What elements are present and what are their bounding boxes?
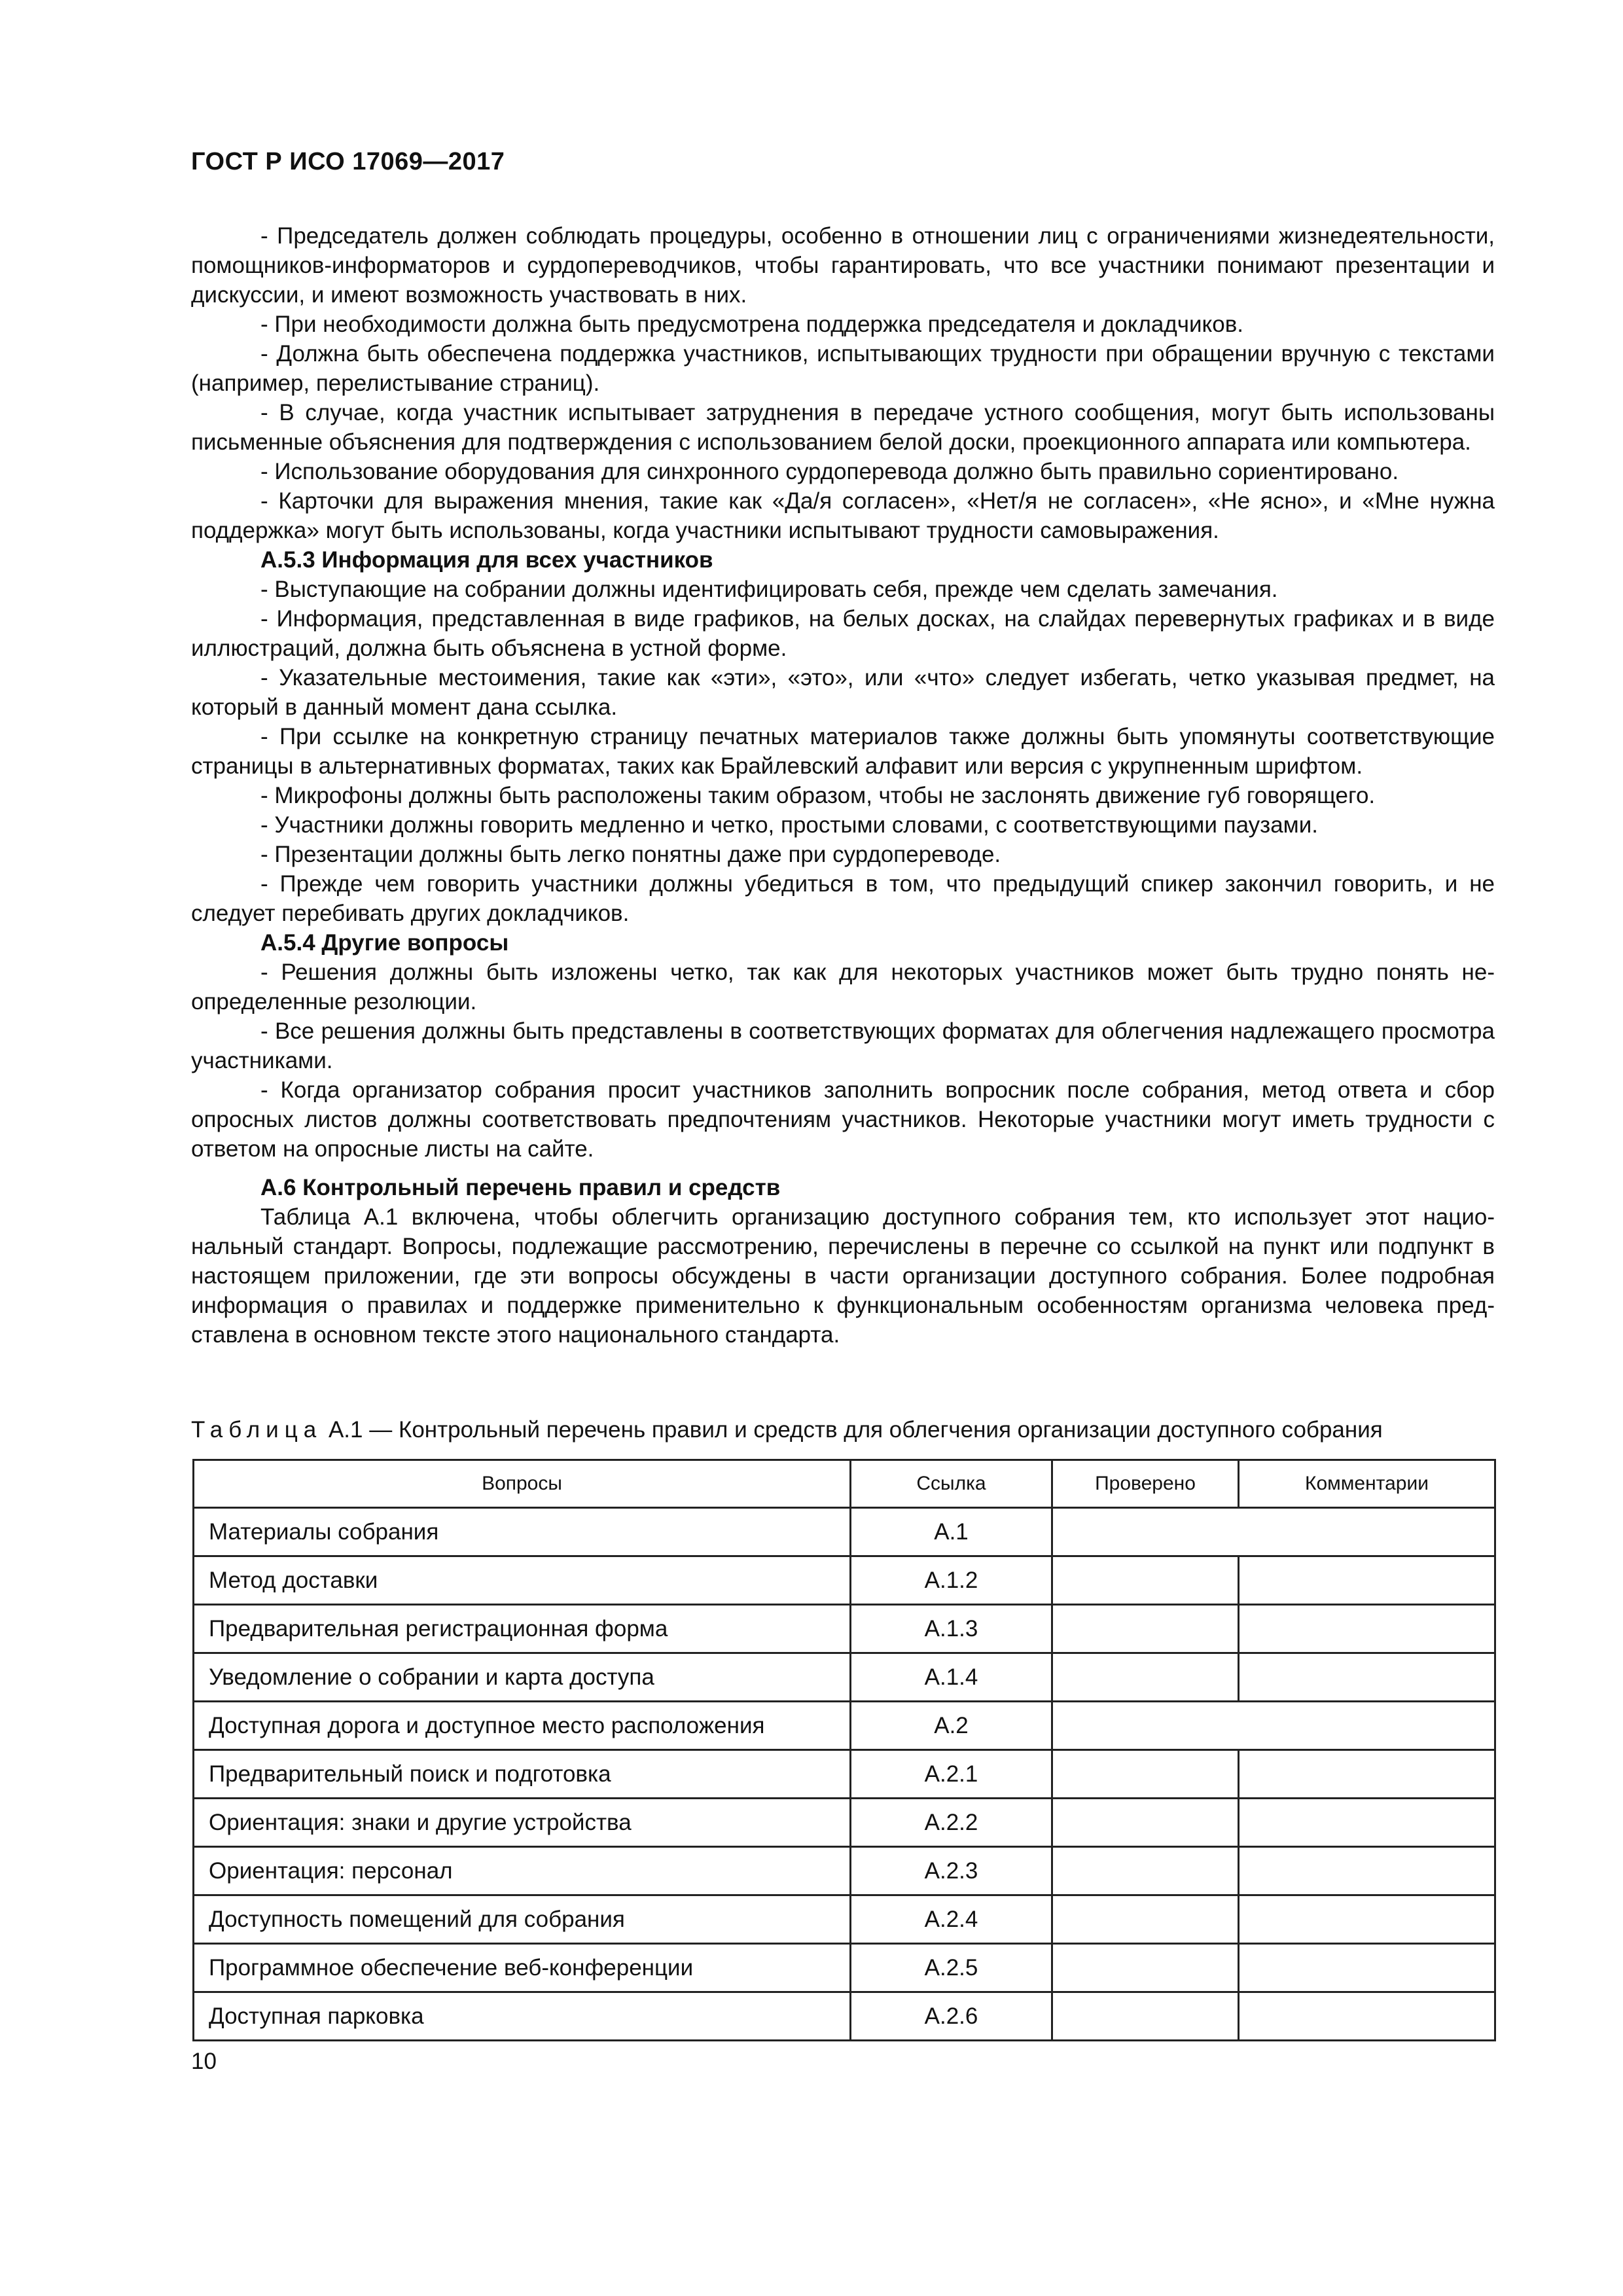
checked-cell[interactable] <box>1052 1992 1239 2041</box>
comments-cell[interactable] <box>1239 1799 1495 1847</box>
comments-cell[interactable] <box>1239 1605 1495 1653</box>
comments-cell[interactable] <box>1239 1847 1495 1895</box>
reference-cell: А.2.4 <box>851 1895 1052 1944</box>
merged-empty-cell <box>1052 1508 1495 1556</box>
question-cell: Доступность помещений для собрания <box>194 1895 851 1944</box>
table-header-row <box>194 1460 1495 1508</box>
table-row <box>194 1653 1495 1702</box>
reference-cell: А.1.2 <box>851 1556 1052 1605</box>
page-number: 10 <box>191 2049 217 2074</box>
paragraph: - Все решения должны быть представлены в соответствующих форматах для облегчения надлежащего просмотра участниками. <box>191 1018 1495 1073</box>
document-code: ГОСТ Р ИСО 17069—2017 <box>191 148 505 175</box>
body-text <box>191 221 1495 1350</box>
question-cell: Ориентация: знаки и другие устройства <box>194 1799 851 1847</box>
paragraph: - Микрофоны должны быть расположены таким образом, чтобы не заслонять движение губ говорящего. <box>260 783 1376 808</box>
reference-cell: А.1 <box>851 1508 1052 1556</box>
reference-cell: А.1.4 <box>851 1653 1052 1702</box>
paragraph: - Председатель должен соблюдать процедуры, особенно в отношении лиц с ограничениями жизнедеятельности, помощников-информаторов и сурдопереводчиков, чтобы гарантировать, что все участники понимают презентации и дискуссии, и имеют возможность участвовать в них. <box>191 223 1495 308</box>
section-heading: А.5.3 Информация для всех участников <box>260 547 713 573</box>
checklist-table <box>192 1459 1496 2041</box>
paragraph: - В случае, когда участник испытывает затруднения в передаче устного сообщения, могут быть использованы письменные объяснения для подтверждения с использованием белой доски, проекционного аппарата или компьютера. <box>191 400 1495 455</box>
paragraph: - Решения должны быть изложены четко, так как для некоторых участников может быть трудно понять неопределенные резолюции. <box>191 960 1495 1014</box>
paragraph: Таблица А.1 включена, чтобы облегчить организацию доступного собрания тем, кто использует этот национальный стандарт. Вопросы, подлежащие рассмотрению, перечислены в перечне со ссылкой на пункт или подпункт в настоящем приложении, где эти вопросы обсуждены в части организации доступного собрания. Более подробная информация о правилах и поддержке применительно к функциональным особенностям организма человека представлена в основном тексте этого национального стандарта. <box>191 1204 1495 1348</box>
section-heading: А.5.4 Другие вопросы <box>260 930 509 956</box>
paragraph: - Выступающие на собрании должны идентифицировать себя, прежде чем сделать замечания. <box>260 577 1278 602</box>
section-heading: А.6 Контрольный перечень правил и средств <box>260 1175 781 1200</box>
checked-cell[interactable] <box>1052 1605 1239 1653</box>
paragraph: - Карточки для выражения мнения, такие как «Да/я согласен», «Нет/я не согласен», «Не ясно», и «Мне нужна поддержка» могут быть использованы, когда участники испытывают трудности самовыражения. <box>191 488 1495 543</box>
table-row <box>194 1847 1495 1895</box>
checked-cell[interactable] <box>1052 1556 1239 1605</box>
table-row <box>194 1992 1495 2041</box>
table-caption-label: Таблица <box>191 1417 323 1443</box>
header-comments: Комментарии <box>1239 1460 1495 1508</box>
paragraph: - Информация, представленная в виде графиков, на белых досках, на слайдах перевернутых графиках и в виде иллюстраций, должна быть объяснена в устной форме. <box>191 606 1495 661</box>
reference-cell: А.2 <box>851 1702 1052 1750</box>
merged-empty-cell <box>1052 1702 1495 1750</box>
table-row <box>194 1750 1495 1799</box>
reference-cell: А.2.3 <box>851 1847 1052 1895</box>
header-reference: Ссылка <box>851 1460 1052 1508</box>
question-cell: Материалы собрания <box>194 1508 851 1556</box>
comments-cell[interactable] <box>1239 1944 1495 1992</box>
question-cell: Предварительный поиск и подготовка <box>194 1750 851 1799</box>
checked-cell[interactable] <box>1052 1847 1239 1895</box>
comments-cell[interactable] <box>1239 1653 1495 1702</box>
header-questions: Вопросы <box>194 1460 851 1508</box>
paragraph: - Использование оборудования для синхронного сурдоперевода должно быть правильно сориентировано. <box>260 459 1399 484</box>
reference-cell: А.2.5 <box>851 1944 1052 1992</box>
question-cell: Ориентация: персонал <box>194 1847 851 1895</box>
checked-cell[interactable] <box>1052 1799 1239 1847</box>
table-row <box>194 1702 1495 1750</box>
question-cell: Метод доставки <box>194 1556 851 1605</box>
checked-cell[interactable] <box>1052 1895 1239 1944</box>
table-row <box>194 1944 1495 1992</box>
table-row <box>194 1799 1495 1847</box>
paragraph: - Презентации должны быть легко понятны даже при сурдопереводе. <box>260 842 1001 867</box>
question-cell: Предварительная регистрационная форма <box>194 1605 851 1653</box>
reference-cell: А.2.1 <box>851 1750 1052 1799</box>
paragraph: - При необходимости должна быть предусмотрена поддержка председателя и докладчиков. <box>260 312 1244 337</box>
paragraph: - При ссылке на конкретную страницу печатных материалов также должны быть упомянуты соответствующие страницы в альтернативных форматах, таких как Брайлевский алфавит или версия с укрупненным шрифтом. <box>191 724 1495 779</box>
reference-cell: А.2.6 <box>851 1992 1052 2041</box>
question-cell: Доступная дорога и доступное место расположения <box>194 1702 851 1750</box>
checked-cell[interactable] <box>1052 1653 1239 1702</box>
reference-cell: А.2.2 <box>851 1799 1052 1847</box>
header-checked: Проверено <box>1052 1460 1239 1508</box>
table-row <box>194 1556 1495 1605</box>
reference-cell: А.1.3 <box>851 1605 1052 1653</box>
question-cell: Программное обеспечение веб-конференции <box>194 1944 851 1992</box>
comments-cell[interactable] <box>1239 1750 1495 1799</box>
table-row <box>194 1605 1495 1653</box>
table-caption <box>191 1415 1383 1444</box>
paragraph: - Должна быть обеспечена поддержка участников, испытывающих трудности при обращении вручную с текстами (например, перелистывание страниц). <box>191 341 1495 396</box>
paragraph: - Указательные местоимения, такие как «эти», «это», или «что» следует избегать, четко указывая предмет, на который в данный момент дана ссылка. <box>191 665 1495 720</box>
paragraph: - Когда организатор собрания просит участников заполнить вопросник после собрания, метод ответа и сбор опросных листов должны соответствовать предпочтениям участников. Некоторые участники могут иметь трудности с ответом на опросные листы на сайте. <box>191 1077 1495 1162</box>
comments-cell[interactable] <box>1239 1895 1495 1944</box>
checked-cell[interactable] <box>1052 1944 1239 1992</box>
paragraph: - Участники должны говорить медленно и четко, простыми словами, с соответствующими паузами. <box>260 812 1319 838</box>
table-body <box>194 1508 1495 2041</box>
comments-cell[interactable] <box>1239 1992 1495 2041</box>
table-row <box>194 1508 1495 1556</box>
question-cell: Доступная парковка <box>194 1992 851 2041</box>
checked-cell[interactable] <box>1052 1750 1239 1799</box>
paragraph: - Прежде чем говорить участники должны убедиться в том, что предыдущий спикер закончил говорить, и не следует перебивать других докладчиков. <box>191 871 1495 926</box>
comments-cell[interactable] <box>1239 1556 1495 1605</box>
question-cell: Уведомление о собрании и карта доступа <box>194 1653 851 1702</box>
table-row <box>194 1895 1495 1944</box>
table-caption-title: А.1 — Контрольный перечень правил и средств для облегчения организации доступного собрания <box>322 1417 1383 1443</box>
